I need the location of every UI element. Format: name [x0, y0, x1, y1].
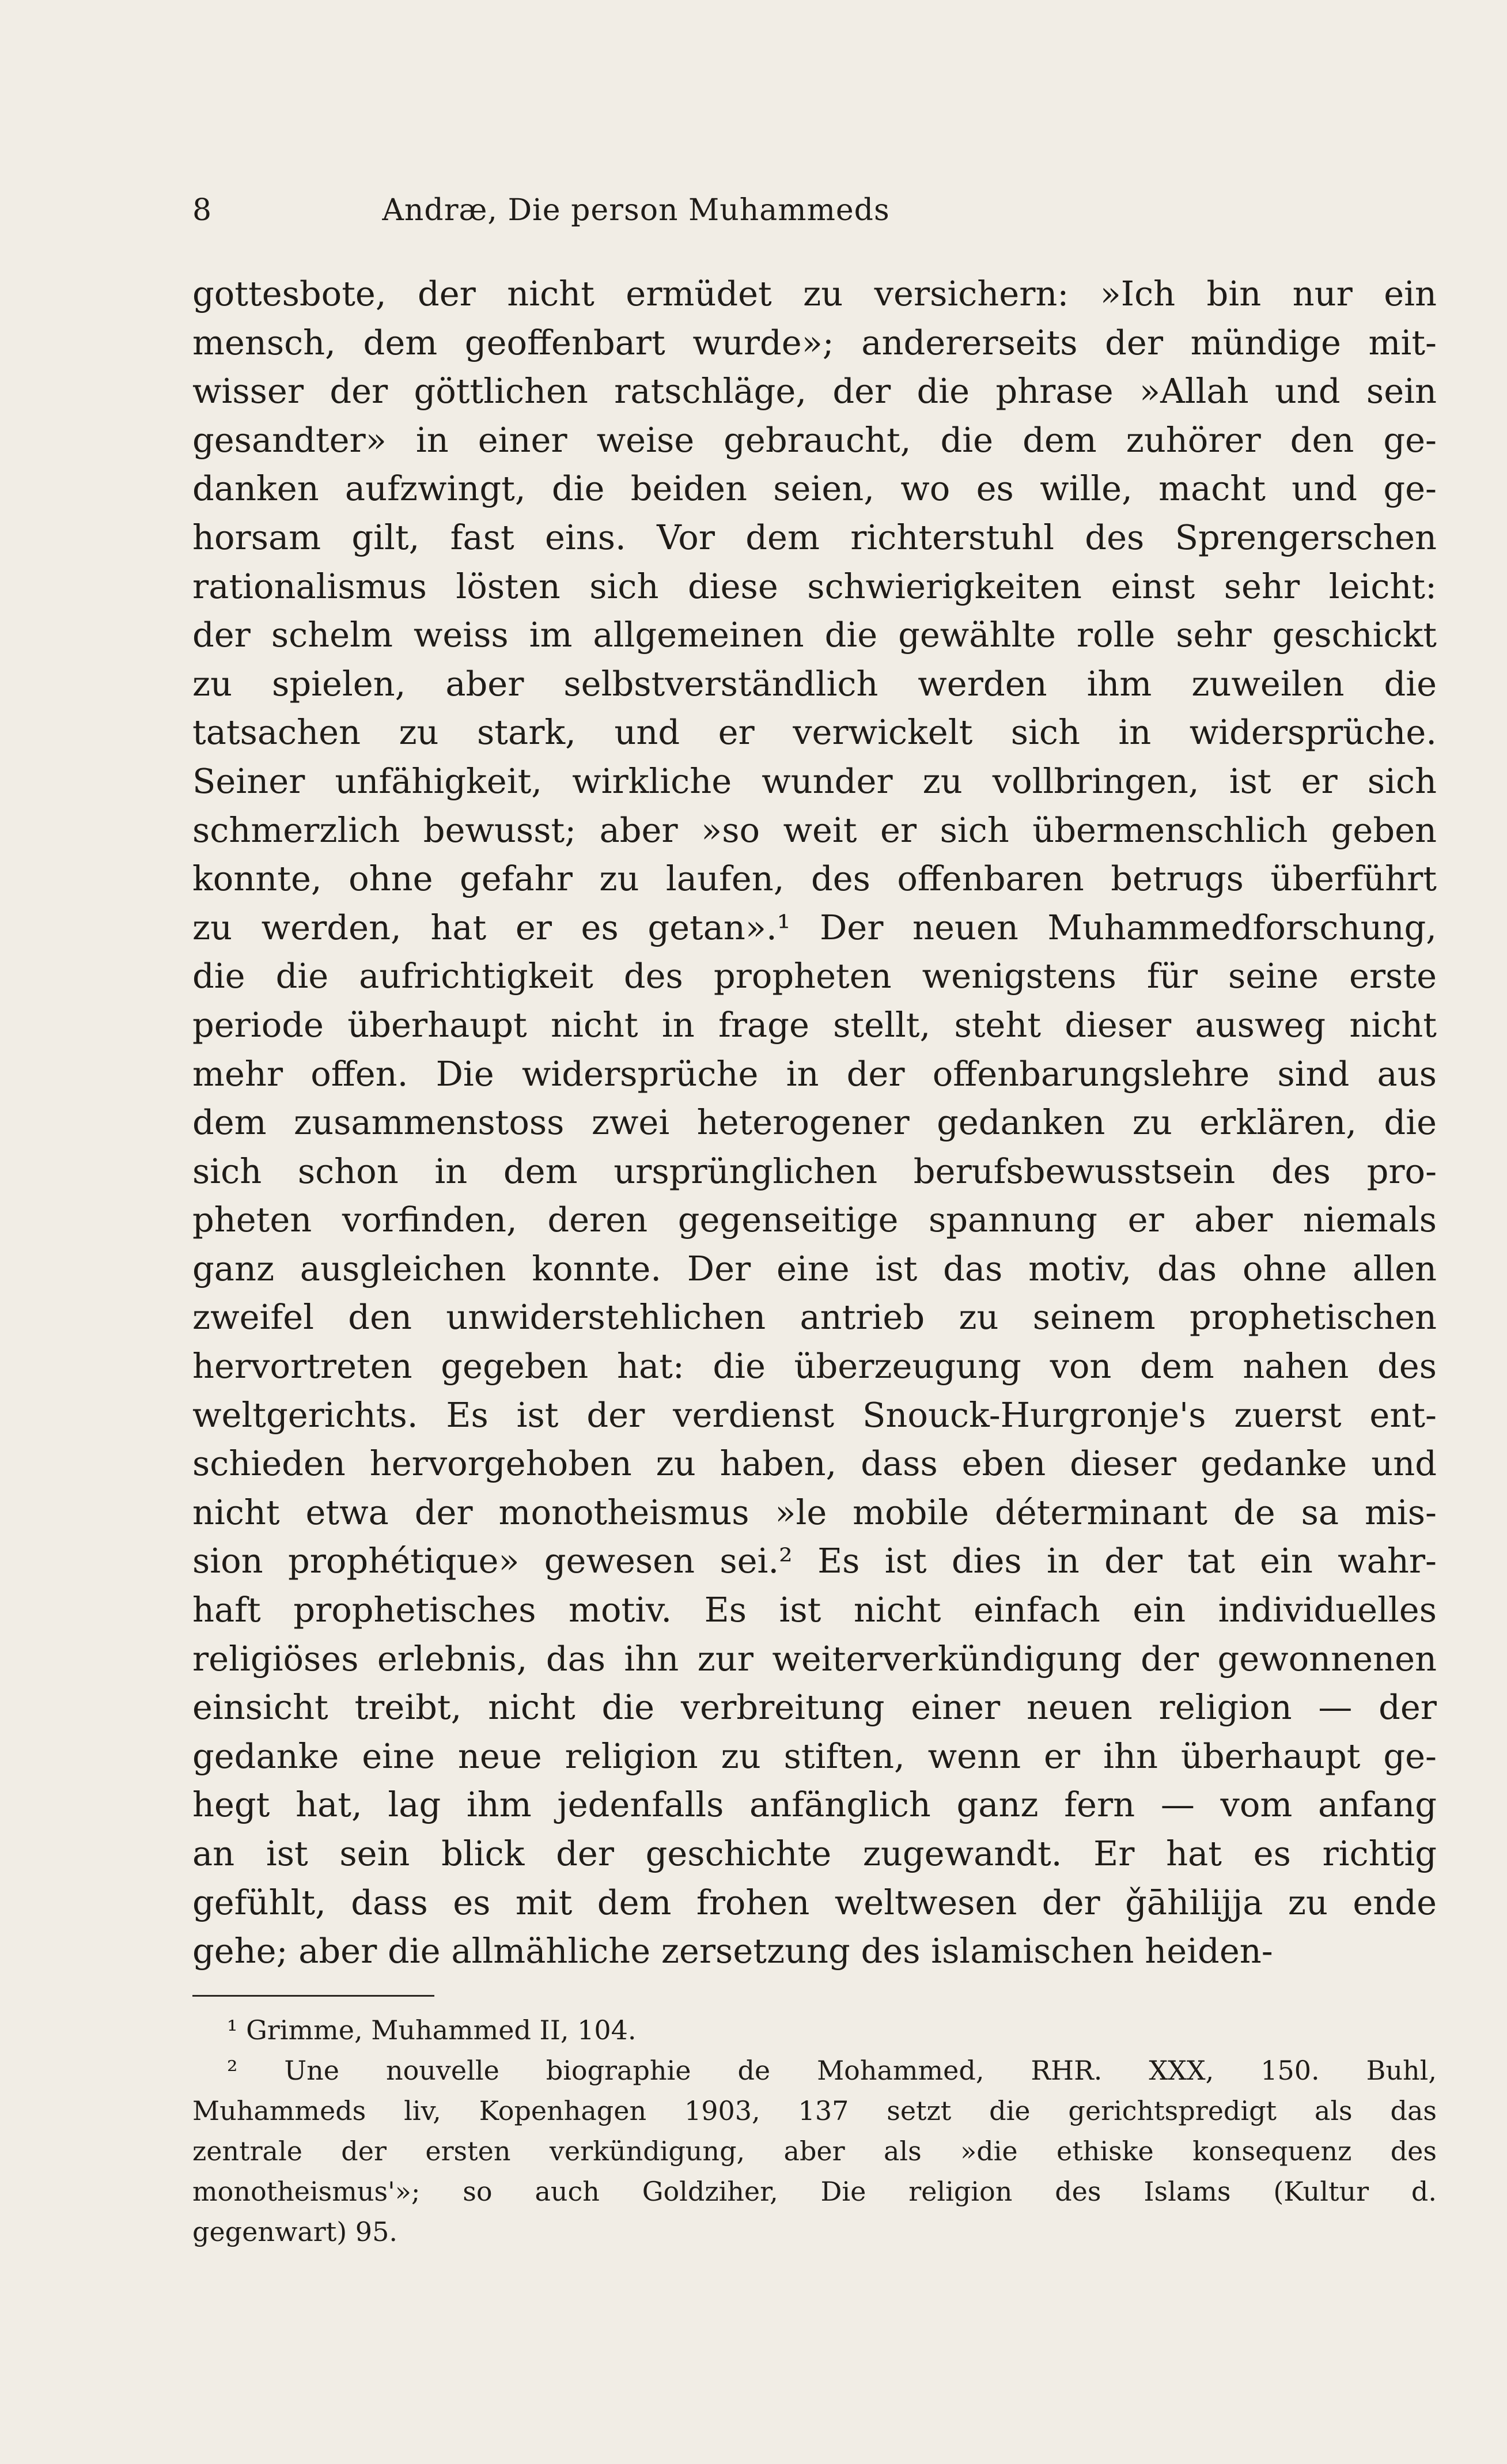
text-line: schmerzlich bewusst; aber »so weit er sich übermenschlich geben [192, 810, 1437, 850]
text-line: mehr offen. Die widersprüche in der offenbarungslehre sind aus [192, 1053, 1437, 1094]
text-line: konnte, ohne gefahr zu laufen, des offenbaren betrugs überführt [192, 859, 1437, 899]
text-line: weltgerichts. Es ist der verdienst Snouck-Hurgronje's zuerst ent- [192, 1394, 1437, 1435]
text-line: hegt hat, lag ihm jedenfalls anfänglich ganz fern — vom anfang [192, 1785, 1437, 1825]
text-line: die die aufrichtigkeit des propheten wenigstens für seine erste [192, 956, 1437, 996]
footnote-line: gegenwart) 95. [192, 2216, 397, 2247]
text-line: gedanke eine neue religion zu stiften, wenn er ihn überhaupt ge- [192, 1736, 1437, 1776]
page-header [192, 184, 1080, 236]
text-line: schieden hervorgehoben zu haben, dass eben dieser gedanke und [192, 1443, 1437, 1484]
text-line: gottesbote, der nicht ermüdet zu versichern: »Ich bin nur ein [192, 274, 1437, 313]
text-line: gehe; aber die allmähliche zersetzung des islamischen heiden- [192, 1931, 1273, 1971]
text-line: zu spielen, aber selbstverständlich werden ihm zuweilen die [192, 663, 1437, 704]
text-line: der schelm weiss im allgemeinen die gewählte rolle sehr geschickt [192, 615, 1437, 655]
text-line: rationalismus lösten sich diese schwierigkeiten einst sehr leicht: [192, 566, 1437, 606]
footnotes [192, 2010, 1437, 2252]
footnote-line: zentrale der ersten verkündigung, aber als »die ethiske konsequenz des [192, 2136, 1437, 2167]
text-line: sich schon in dem ursprünglichen berufsbewusstsein des pro- [192, 1151, 1437, 1191]
footnote-line: Muhammeds liv, Kopenhagen 1903, 137 setzt die gerichtspredigt als das [192, 2095, 1437, 2126]
text-line: religiöses erlebnis, das ihn zur weiterverkündigung der gewonnenen [192, 1638, 1437, 1679]
page-number: 8 [192, 193, 212, 228]
footnote-line: monotheismus'»; so auch Goldziher, Die religion des Islams (Kultur d. [192, 2176, 1437, 2207]
text-line: zu werden, hat er es getan».¹ Der neuen Muhammedforschung, [192, 907, 1437, 947]
text-line: sion prophétique» gewesen sei.² Es ist dies in der tat ein wahr- [192, 1541, 1437, 1581]
text-line: haft prophetisches motiv. Es ist nicht einfach ein individuelles [192, 1590, 1437, 1630]
running-title: Andræ, Die person Muhammeds [382, 193, 890, 228]
text-line: zweifel den unwiderstehlichen antrieb zu seinem prophetischen [192, 1297, 1437, 1337]
text-line: mensch, dem geoffenbart wurde»; andererseits der mündige mit- [192, 322, 1437, 362]
text-line: gesandter» in einer weise gebraucht, die dem zuhörer den ge- [192, 420, 1437, 460]
footnote-2: ² Une nouvelle biographie de Mohammed, RHR. XXX, 150. Buhl, [227, 2055, 1437, 2086]
text-line: einsicht treibt, nicht die verbreitung einer neuen religion — der [192, 1687, 1437, 1728]
body-text [192, 270, 1437, 1976]
text-line: periode überhaupt nicht in frage stellt, steht dieser ausweg nicht [192, 1004, 1437, 1045]
text-line: dem zusammenstoss zwei heterogener gedanken zu erklären, die [192, 1102, 1437, 1143]
text-line: tatsachen zu stark, und er verwickelt sich in widersprüche. [192, 712, 1437, 753]
text-line: an ist sein blick der geschichte zugewandt. Er hat es richtig [192, 1834, 1437, 1873]
text-line: ganz ausgleichen konnte. Der eine ist das motiv, das ohne allen [192, 1248, 1437, 1288]
text-line: gefühlt, dass es mit dem frohen weltwesen der ǧāhilijja zu ende [192, 1882, 1437, 1922]
text-line: horsam gilt, fast eins. Vor dem richterstuhl des Sprengerschen [192, 517, 1437, 557]
text-line: Seiner unfähigkeit, wirkliche wunder zu vollbringen, ist er sich [192, 761, 1437, 801]
text-line: hervortreten gegeben hat: die überzeugung von dem nahen des [192, 1346, 1437, 1386]
footnote-1: ¹ Grimme, Muhammed II, 104. [227, 2015, 637, 2046]
text-line: wisser der göttlichen ratschläge, der die phrase »Allah und sein [192, 371, 1437, 411]
footnote-divider [192, 1995, 434, 1997]
text-line: nicht etwa der monotheismus »le mobile déterminant de sa mis- [192, 1492, 1437, 1532]
text-line: danken aufzwingt, die beiden seien, wo es wille, macht und ge- [192, 468, 1437, 509]
text-line: pheten vorfinden, deren gegenseitige spannung er aber niemals [192, 1200, 1437, 1240]
